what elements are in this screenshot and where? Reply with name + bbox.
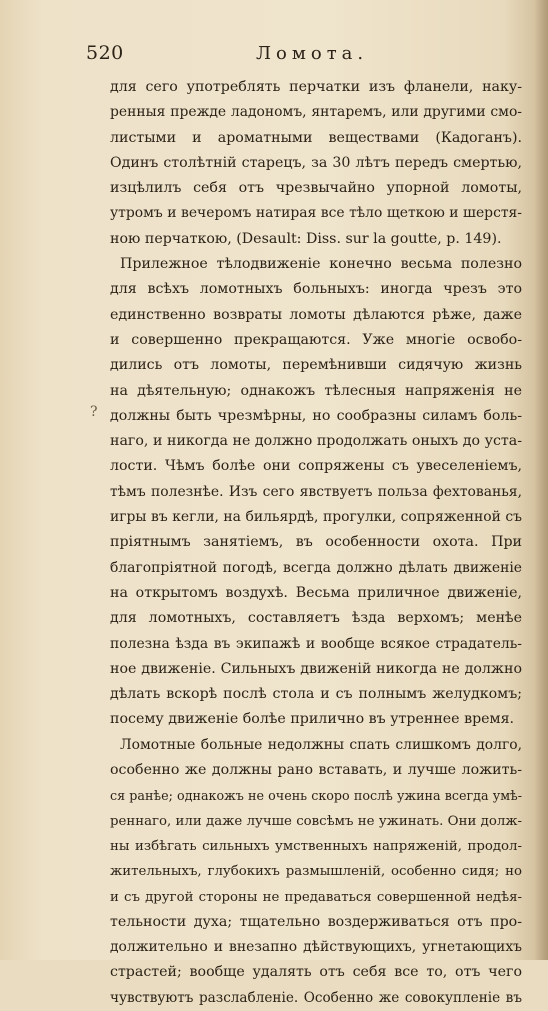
text-line: и совершенно прекращаются. Уже многіе освобо- bbox=[110, 331, 522, 348]
text-line: страстей; вообще удалять отъ себя все то, отъ чего bbox=[110, 964, 522, 981]
text-line: ною перчаткою, (Desault: Diss. sur la goutte, p. 149). bbox=[110, 230, 502, 247]
text-line: посему движеніе болѣе прилично въ утреннее время. bbox=[110, 711, 515, 728]
text-line: Прилежное тѣлодвиженіе конечно весьма полезно bbox=[120, 256, 522, 273]
text-line: полезна ѣзда въ экипажѣ и вообще всякое страдатель- bbox=[110, 635, 522, 652]
text-line: благопріятной погодѣ, всегда должно дѣлать движеніе bbox=[110, 559, 522, 576]
text-line: изцѣлилъ себя отъ чрезвычайно упорной ломоты, bbox=[110, 180, 522, 197]
text-line: особенно же должны рано вставать, и лучше ложить- bbox=[110, 762, 522, 779]
text-line: реннаго, или даже лучше совсѣмъ не ужинать. Они долж- bbox=[110, 813, 522, 829]
text-line: ся ранѣе; однакожъ не очень скоро послѣ ужина всегда умѣ- bbox=[110, 788, 522, 804]
running-title: Ломота. bbox=[256, 43, 369, 64]
text-line: тельности духа; тщательно воздерживаться отъ про- bbox=[110, 913, 522, 930]
text-line: должны быть чрезмѣрны, но сообразны силамъ боль- bbox=[110, 407, 522, 424]
text-line: для ломотныхъ, составляетъ ѣзда верхомъ; менѣе bbox=[110, 610, 522, 627]
text-line: для сего употреблять перчатки изъ фланели, наку- bbox=[110, 79, 522, 95]
text-line: должительно и внезапно дѣйствующихъ, угнетающихъ bbox=[110, 939, 522, 956]
page-edge-shadow bbox=[534, 0, 548, 960]
text-line: Ломотные больные недолжны спать слишкомъ долго, bbox=[120, 736, 522, 753]
text-line: жительныхъ, глубокихъ размышленій, особенно сидя; но bbox=[110, 864, 522, 880]
text-line: Одинъ столѣтній старецъ, за 30 лѣтъ передъ смертью, bbox=[110, 154, 522, 171]
text-line: тѣмъ полезнѣе. Изъ сего явствуетъ польза фехтованья, bbox=[110, 483, 522, 500]
text-line: пріятнымъ занятіемъ, въ особенности охота. При bbox=[110, 534, 522, 551]
text-line: листыми и ароматными веществами (Кадоганъ). bbox=[110, 129, 522, 146]
text-line: игры въ кегли, на бильярдѣ, прогулки, сопряженной съ bbox=[110, 509, 522, 526]
text-line: и съ другой стороны не предаваться совершенной недѣя- bbox=[110, 889, 522, 905]
body-text bbox=[110, 75, 522, 1011]
text-line: на дѣятельную; однакожъ тѣлесныя напряженія не bbox=[110, 382, 522, 399]
page-header bbox=[86, 42, 506, 68]
margin-pencil-mark: ? bbox=[90, 404, 98, 420]
text-line: для всѣхъ ломотныхъ больныхъ: иногда чрезъ это bbox=[110, 281, 522, 298]
text-line: чувствуютъ разслабленіе. Особенно же совокупленіе въ bbox=[110, 989, 522, 1006]
page-number: 520 bbox=[86, 42, 124, 64]
text-line: дились отъ ломоты, перемѣнивши сидячую жизнь bbox=[110, 357, 522, 374]
text-line: единственно возвраты ломоты дѣлаются рѣже, даже bbox=[110, 306, 522, 323]
text-line: ренныя прежде ладономъ, янтаремъ, или другими смо- bbox=[110, 104, 522, 121]
text-line: на открытомъ воздухѣ. Весьма приличное движеніе, bbox=[110, 584, 522, 601]
text-line: ное движеніе. Сильныхъ движеній никогда не должно bbox=[110, 660, 522, 677]
text-line: наго, и никогда не должно продолжать оныхъ до уста- bbox=[110, 433, 522, 450]
text-line: утромъ и вечеромъ натирая все тѣло щеткою и шерстя- bbox=[110, 205, 522, 222]
text-line: лости. Чѣмъ болѣе они сопряжены съ увеселеніемъ, bbox=[110, 458, 522, 475]
text-line: ны избѣгать сильныхъ умственныхъ напряженій, продол- bbox=[110, 838, 522, 854]
text-line: дѣлать вскорѣ послѣ стола и съ полнымъ желудкомъ; bbox=[110, 686, 522, 703]
